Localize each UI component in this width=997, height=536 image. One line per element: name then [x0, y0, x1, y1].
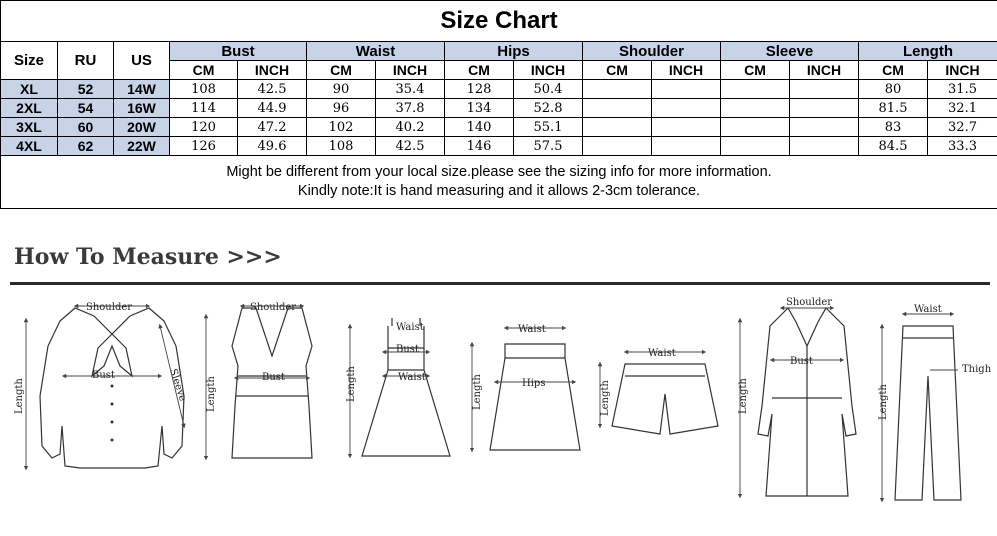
- shoulder-inch-cell: [652, 80, 721, 99]
- size-chart-table: [0, 0, 997, 209]
- page-title: Size Chart: [1, 1, 997, 42]
- heading-divider: [10, 282, 990, 285]
- cm-header: CM: [445, 61, 514, 80]
- bust-inch-cell: 42.5: [238, 80, 307, 99]
- hips-cm-cell: 128: [445, 80, 514, 99]
- ru-header: RU: [58, 42, 114, 80]
- hips-inch-cell: 50.4: [514, 80, 583, 99]
- note-line: Might be different from your local size.please see the sizing info for more information.: [226, 164, 772, 180]
- length-label: Length: [878, 384, 889, 420]
- shoulder-label: Shoulder: [86, 302, 133, 313]
- waist-label: Waist: [396, 322, 424, 333]
- length-cm-cell: 81.5: [859, 99, 928, 118]
- shoulder-inch-cell: [652, 118, 721, 137]
- bust-label: Bust: [92, 370, 115, 381]
- measure-illustrations: [0, 286, 997, 531]
- sleeve-header: Sleeve: [721, 42, 859, 61]
- inch-header: INCH: [376, 61, 445, 80]
- shoulder-label: Shoulder: [250, 302, 297, 313]
- length-header: Length: [859, 42, 997, 61]
- sleeve-inch-cell: [790, 118, 859, 137]
- waist-label: Waist: [914, 304, 942, 315]
- inch-header: INCH: [238, 61, 307, 80]
- sleeve-cm-cell: [721, 137, 790, 156]
- hips-cm-cell: 140: [445, 118, 514, 137]
- size-cell: XL: [1, 80, 58, 99]
- shoulder-cm-cell: [583, 118, 652, 137]
- hips-inch-cell: 57.5: [514, 137, 583, 156]
- bust-inch-cell: 44.9: [238, 99, 307, 118]
- hips-cm-cell: 146: [445, 137, 514, 156]
- shoulder-header: Shoulder: [583, 42, 721, 61]
- bust-inch-cell: 47.2: [238, 118, 307, 137]
- us-cell: 22W: [114, 137, 170, 156]
- length-inch-cell: 33.3: [928, 137, 997, 156]
- us-cell: 14W: [114, 80, 170, 99]
- us-header: US: [114, 42, 170, 80]
- hips-inch-cell: 52.8: [514, 99, 583, 118]
- hips-label: Hips: [522, 378, 546, 389]
- bust-label: Bust: [262, 372, 285, 383]
- waist-cm-cell: 96: [307, 99, 376, 118]
- bust-cm-cell: 126: [170, 137, 238, 156]
- hips-cm-cell: 134: [445, 99, 514, 118]
- sleeve-cm-cell: [721, 118, 790, 137]
- inch-header: INCH: [790, 61, 859, 80]
- shoulder-cm-cell: [583, 80, 652, 99]
- sleeve-cm-cell: [721, 99, 790, 118]
- shoulder-cm-cell: [583, 137, 652, 156]
- waist-header: Waist: [307, 42, 445, 61]
- table-row: [1, 118, 997, 137]
- size-header: Size: [1, 42, 58, 80]
- length-inch-cell: 31.5: [928, 80, 997, 99]
- length-label: Length: [600, 380, 611, 416]
- bust-label: Bust: [790, 356, 813, 367]
- bust-cm-cell: 114: [170, 99, 238, 118]
- shoulder-inch-cell: [652, 137, 721, 156]
- cm-header: CM: [307, 61, 376, 80]
- sleeve-label: Sleeve: [167, 367, 188, 403]
- shoulder-label: Shoulder: [786, 297, 833, 308]
- length-label: Length: [14, 378, 25, 414]
- cm-header: CM: [721, 61, 790, 80]
- size-cell: 2XL: [1, 99, 58, 118]
- table-row: [1, 80, 997, 99]
- waist-label: Waist: [398, 372, 426, 383]
- ru-cell: 60: [58, 118, 114, 137]
- size-cell: 3XL: [1, 118, 58, 137]
- ru-cell: 52: [58, 80, 114, 99]
- waist-inch-cell: 37.8: [376, 99, 445, 118]
- table-row: [1, 137, 997, 156]
- sleeve-inch-cell: [790, 80, 859, 99]
- shorts-illustration: [600, 348, 718, 434]
- hips-inch-cell: 55.1: [514, 118, 583, 137]
- notes-cell: [1, 156, 997, 209]
- cm-header: CM: [859, 61, 928, 80]
- us-cell: 16W: [114, 99, 170, 118]
- length-label: Length: [738, 378, 749, 414]
- waist-label: Waist: [648, 348, 676, 359]
- table-row: [1, 99, 997, 118]
- bust-inch-cell: 49.6: [238, 137, 307, 156]
- how-to-measure-heading: How To Measure >>>: [14, 244, 282, 270]
- coat-illustration: [738, 297, 856, 496]
- thigh-label: Thigh: [962, 364, 992, 375]
- note-line: Kindly note:It is hand measuring and it allows 2-3cm tolerance.: [297, 183, 701, 199]
- inch-header: INCH: [928, 61, 997, 80]
- sleeve-inch-cell: [790, 137, 859, 156]
- tank-top-illustration: [206, 302, 312, 458]
- length-label: Length: [206, 376, 217, 412]
- waist-inch-cell: 40.2: [376, 118, 445, 137]
- blouse-illustration: [14, 302, 188, 468]
- dress-illustration: [346, 318, 450, 456]
- length-label: Length: [346, 366, 357, 402]
- cm-header: CM: [583, 61, 652, 80]
- length-label: Length: [472, 374, 483, 410]
- inch-header: INCH: [652, 61, 721, 80]
- cm-header: CM: [170, 61, 238, 80]
- sleeve-cm-cell: [721, 80, 790, 99]
- ru-cell: 62: [58, 137, 114, 156]
- bust-cm-cell: 120: [170, 118, 238, 137]
- us-cell: 20W: [114, 118, 170, 137]
- length-inch-cell: 32.7: [928, 118, 997, 137]
- waist-inch-cell: 42.5: [376, 137, 445, 156]
- trousers-illustration: [878, 304, 992, 500]
- shoulder-inch-cell: [652, 99, 721, 118]
- size-cell: 4XL: [1, 137, 58, 156]
- waist-cm-cell: 108: [307, 137, 376, 156]
- waist-cm-cell: 102: [307, 118, 376, 137]
- waist-inch-cell: 35.4: [376, 80, 445, 99]
- length-cm-cell: 83: [859, 118, 928, 137]
- length-inch-cell: 32.1: [928, 99, 997, 118]
- waist-label: Waist: [518, 324, 546, 335]
- hips-header: Hips: [445, 42, 583, 61]
- length-cm-cell: 80: [859, 80, 928, 99]
- bust-label: Bust: [396, 344, 419, 355]
- length-cm-cell: 84.5: [859, 137, 928, 156]
- shoulder-cm-cell: [583, 99, 652, 118]
- bust-cm-cell: 108: [170, 80, 238, 99]
- inch-header: INCH: [514, 61, 583, 80]
- sleeve-inch-cell: [790, 99, 859, 118]
- bust-header: Bust: [170, 42, 307, 61]
- skirt-illustration: [472, 324, 580, 450]
- ru-cell: 54: [58, 99, 114, 118]
- waist-cm-cell: 90: [307, 80, 376, 99]
